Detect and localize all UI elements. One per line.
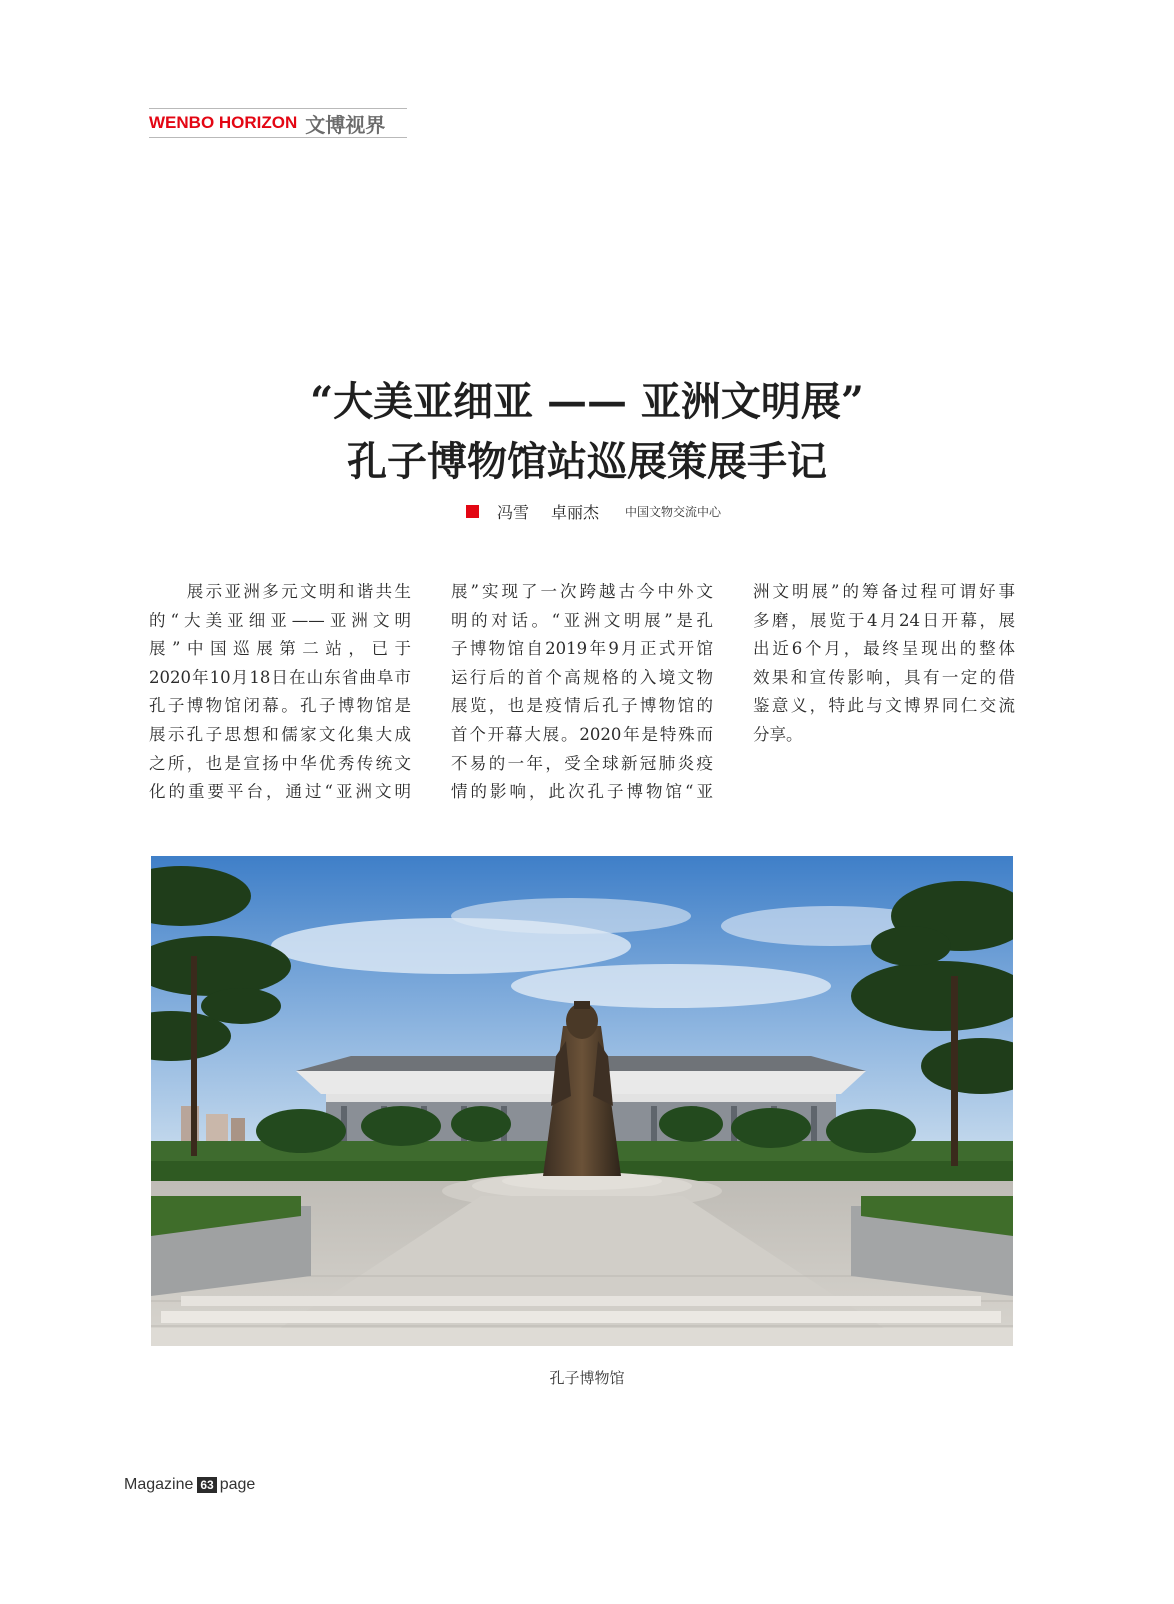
text-column-2 <box>451 578 713 807</box>
text-line: 洲文明展”的筹备过程可谓好事 <box>753 582 1015 601</box>
text-line: 出近6个月，最终呈现出的整体 <box>753 639 1015 659</box>
text-line: 展”中国巡展第二站，已于 <box>149 639 411 659</box>
museum-photo <box>151 856 1013 1346</box>
byline <box>466 500 721 522</box>
page-number: 63 <box>197 1477 216 1493</box>
section-header <box>149 108 407 138</box>
section-header-en: WENBO HORIZON <box>149 113 298 132</box>
text-line: 展览，也是疫情后孔子博物馆的 <box>451 696 713 716</box>
text-line: 孔子博物馆闭幕。孔子博物馆是 <box>149 696 411 716</box>
text-line: 子博物馆自2019年9月正式开馆 <box>451 639 713 659</box>
text-line: 2020年10月18日在山东省曲阜市 <box>149 667 411 687</box>
text-line: 展”实现了一次跨越古今中外文 <box>451 582 713 601</box>
text-line: 之所，也是宣扬中华优秀传统文 <box>149 753 411 773</box>
page-footer <box>124 1476 255 1494</box>
section-header-cn: 文博视界 <box>305 112 386 137</box>
footer-page-label: page <box>219 1476 256 1493</box>
text-line: 展示亚洲多元文明和谐共生 <box>149 582 411 601</box>
text-line: 不易的一年，受全球新冠肺炎疫 <box>451 753 713 773</box>
text-line: 分享。 <box>753 724 803 744</box>
text-line: 的“大美亚细亚——亚洲文明 <box>149 610 411 630</box>
text-line: 鉴意义，特此与文博界同仁交流 <box>753 696 1015 716</box>
text-line: 化的重要平台，通过“亚洲文明 <box>149 782 411 802</box>
article-title-line2: 孔子博物馆站巡展策展手记 <box>347 438 827 485</box>
footer-magazine-label: Magazine <box>124 1476 194 1493</box>
author-name: 冯雪 <box>497 502 530 522</box>
photo-caption: 孔子博物馆 <box>549 1369 625 1387</box>
museum-photo-illustration <box>151 856 1013 1346</box>
text-line: 展示孔子思想和儒家文化集大成 <box>149 724 411 744</box>
text-line: 多磨，展览于4月24日开幕，展 <box>753 610 1015 630</box>
text-column-1 <box>149 578 411 807</box>
byline-marker-icon <box>466 505 479 518</box>
text-line: 首个开幕大展。2020年是特殊而 <box>451 724 713 744</box>
article-title <box>0 372 1174 492</box>
text-line: 效果和宣传影响，具有一定的借 <box>753 667 1015 687</box>
author-affiliation: 中国文物交流中心 <box>625 504 722 519</box>
text-line: 明的对话。“亚洲文明展”是孔 <box>451 610 713 630</box>
text-line: 情的影响，此次孔子博物馆“亚 <box>451 782 713 802</box>
text-column-3 <box>753 578 1015 750</box>
article-title-line1: “大美亚细亚 —— 亚洲文明展” <box>310 378 864 425</box>
text-line: 运行后的首个高规格的入境文物 <box>451 667 713 687</box>
author-name: 卓丽杰 <box>551 502 600 522</box>
